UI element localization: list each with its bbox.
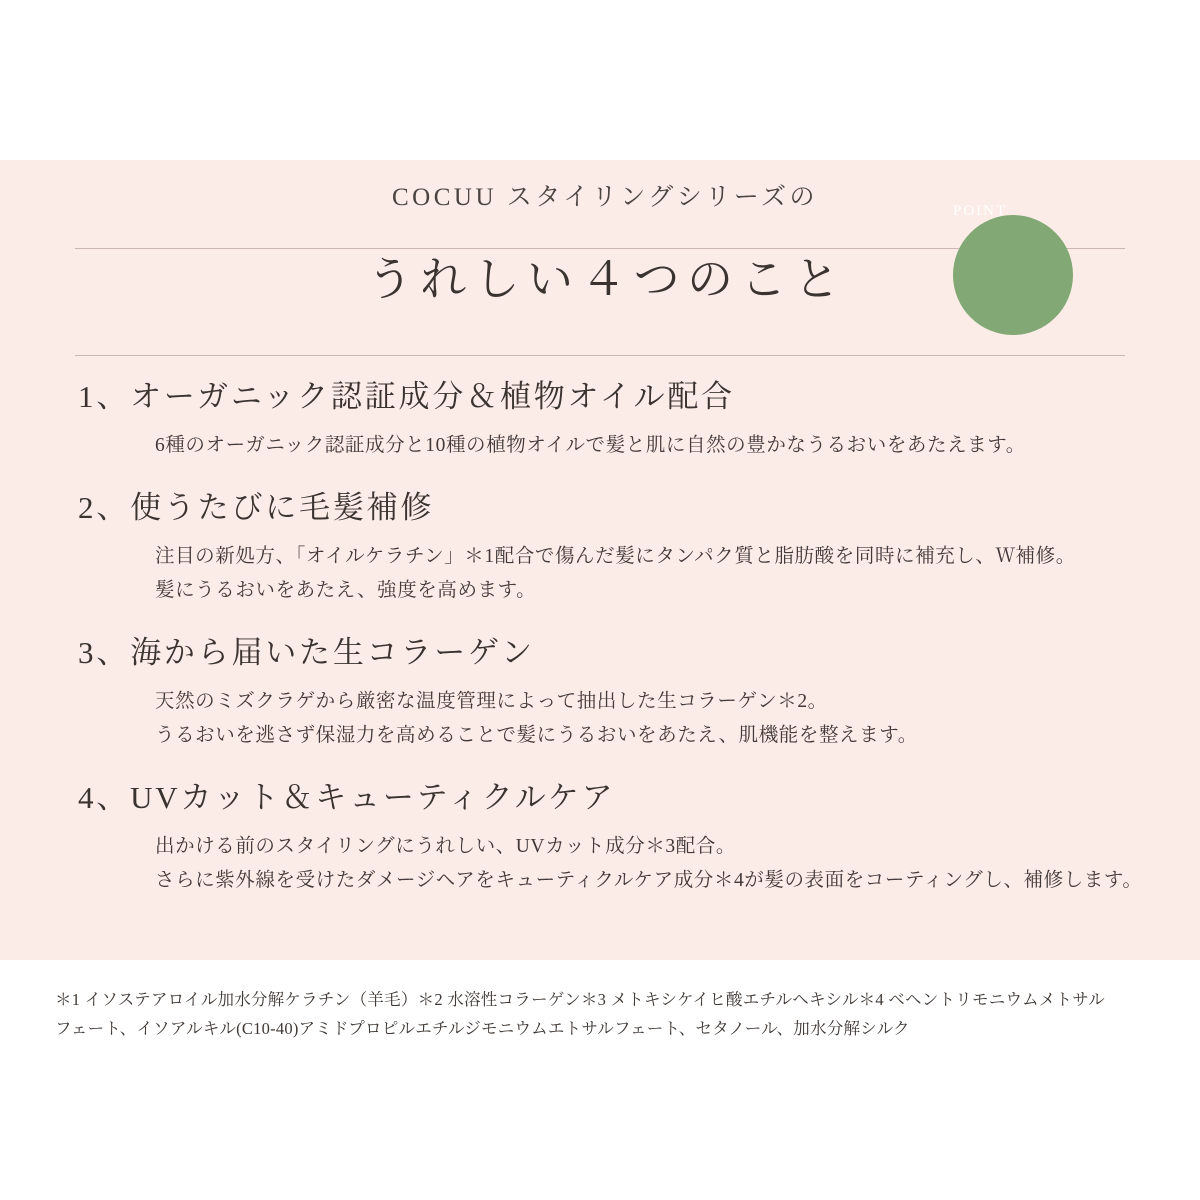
item-body xyxy=(0,821,1200,897)
points-list xyxy=(0,375,1200,921)
page-title: うれしい４つのこと xyxy=(366,254,848,305)
footnote xyxy=(55,985,1155,1044)
item-number: 4、 xyxy=(78,780,131,816)
item-heading xyxy=(0,486,1200,531)
item-body xyxy=(0,676,1200,752)
item-text-line: 天然のミズクラゲから厳密な温度管理によって抽出した生コラーゲン＊2。 xyxy=(155,691,828,713)
item-heading xyxy=(0,375,1200,420)
item-text-line: 注目の新処方、「オイルケラチン」＊1配合で傷んだ髪にタンパク質と脂肪酸を同時に補充し、Ｗ補修。 xyxy=(155,546,1076,568)
item-text-line: さらに紫外線を受けたダメージヘアをキューティクルケア成分＊4が髪の表面をコーティングし、補修します。 xyxy=(155,869,1143,891)
list-item xyxy=(0,631,1200,752)
item-number: 1、 xyxy=(78,379,131,414)
point-badge xyxy=(953,203,1073,335)
item-text-line: 髪にうるおいをあたえ、強度を高めます。 xyxy=(155,579,537,601)
footnote-line-2: フェート、イソアルキル(C10-40)アミドプロピルエチルジモニウムエトサルフェート、セタノール、加水分解シルク xyxy=(55,1019,910,1039)
header-divider-bottom xyxy=(75,355,1125,356)
list-item xyxy=(0,375,1200,462)
item-title: 海から届いた生コラーゲン xyxy=(130,635,535,671)
item-text-line: 6種のオーガニック認証成分と10種の植物オイルで髪と肌に自然の豊かなうるおいをあたえます。 xyxy=(155,434,1026,456)
item-text-line: 出かける前のスタイリングにうれしい、UVカット成分＊3配合。 xyxy=(155,836,736,858)
list-item xyxy=(0,776,1200,897)
item-body xyxy=(0,420,1200,463)
list-item xyxy=(0,486,1200,607)
item-title: オーガニック認証成分＆植物オイル配合 xyxy=(130,379,735,414)
item-number: 3、 xyxy=(78,635,131,671)
item-text-line: うるおいを逃さず保湿力を高めることで髪にうるおいをあたえ、肌機能を整えます。 xyxy=(155,724,918,746)
item-number: 2、 xyxy=(78,490,131,526)
footnote-line-1: ＊1 イソステアロイル加水分解ケラチン（羊毛）＊2 水溶性コラーゲン＊3 メトキシケイヒ酸エチルヘキシル＊4 ベヘントリモニウムメトサル xyxy=(55,990,1105,1009)
point-badge-label: POINT xyxy=(953,203,1008,219)
item-heading xyxy=(0,631,1200,676)
header-subtitle: COCUU スタイリングシリーズの xyxy=(391,184,818,211)
item-title: UVカット＆キューティクルケア xyxy=(130,780,616,816)
item-heading xyxy=(0,776,1200,821)
item-body xyxy=(0,531,1200,607)
item-title: 使うたびに毛髪補修 xyxy=(130,490,435,526)
